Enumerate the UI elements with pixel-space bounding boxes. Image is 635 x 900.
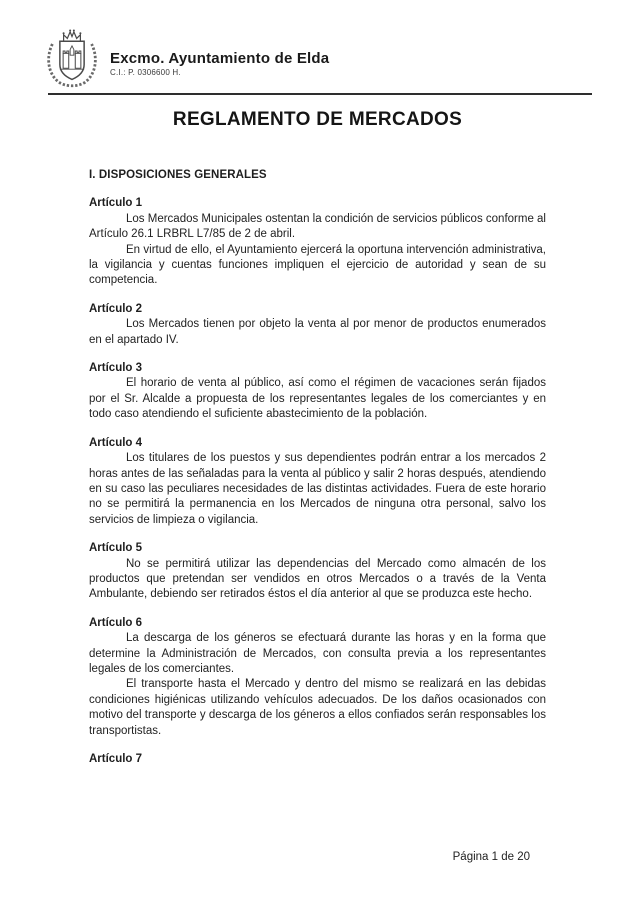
article-heading: Artículo 2 (89, 302, 143, 315)
article-2 (89, 302, 546, 348)
article-paragraph: Los titulares de los puestos y sus dependientes podrán entrar a los mercados 2 horas antes de las señaladas para la venta al público y salir 2 horas después, atendiendo en su caso las peculiares necesidades de las distintas actividades. Fuera de este horario no se permitirá la permanencia en los Mercados de ninguna otra personal, salvo los servicios de limpieza o vigilancia. (89, 452, 546, 526)
page-title: REGLAMENTO DE MERCADOS (172, 109, 463, 130)
section-heading: I. DISPOSICIONES GENERALES (89, 169, 267, 181)
article-paragraph: Los Mercados tienen por objeto la venta al por menor de productos enumerados en el apartado IV. (89, 318, 546, 346)
article-3 (89, 361, 546, 423)
article-heading: Artículo 5 (89, 542, 143, 555)
article-paragraph: La descarga de los géneros se efectuará durante las horas y en la forma que determine la Administración de Mercados, con consulta previa a los representantes legales de los comerciantes. (89, 632, 546, 675)
article-paragraph: Los Mercados Municipales ostentan la condición de servicios públicos conforme al Artículo 26.1 LRBRL L7/85 de 2 de abril. (89, 212, 546, 241)
header-text (110, 50, 329, 78)
article-7 (89, 752, 546, 767)
article-paragraph: En virtud de ello, el Ayuntamiento ejercerá la oportuna intervención administrativa, la vigilancia y cuentas funciones impliquen el ejercicio de autoridad y sean de su competencia. (89, 243, 546, 287)
page-number-indicator: Página 1 de 20 (452, 851, 530, 863)
document-body (89, 168, 546, 767)
coat-of-arms-icon (44, 27, 100, 89)
article-4 (89, 436, 546, 528)
article-paragraph: El transporte hasta el Mercado y dentro del mismo se realizará en las debidas condiciones higiénicas utilizando vehículos adecuados. De los daños ocasionados con motivo del transporte y descarga de los géneros a ellos confiados serán responsables los transportistas. (89, 678, 546, 737)
header-divider (48, 93, 592, 95)
organization-name: Excmo. Ayuntamiento de Elda (110, 50, 330, 67)
article-heading: Artículo 4 (89, 436, 143, 449)
article-heading: Artículo 1 (89, 197, 143, 210)
article-1 (89, 196, 546, 288)
article-5 (89, 541, 546, 603)
page-header (44, 27, 329, 89)
article-paragraph: No se permitirá utilizar las dependencias del Mercado como almacén de los productos que pretendan ser vendidos en otros Mercados o a través de la Venta Ambulante, debiendo ser retirados éstos el día anterior al que se produzca este hecho. (89, 557, 546, 601)
article-paragraph: El horario de venta al público, así como el régimen de vacaciones serán fijados por el Sr. Alcalde a propuesta de los representantes legales de los comerciantes y en todo caso atendiendo el suficiente abastecimiento de la población. (89, 377, 546, 421)
article-6 (89, 616, 546, 739)
article-heading: Artículo 7 (89, 753, 143, 765)
article-heading: Artículo 3 (89, 362, 143, 375)
organization-id: C.I.: P. 0306600 H. (110, 68, 181, 77)
article-heading: Artículo 6 (89, 616, 143, 629)
